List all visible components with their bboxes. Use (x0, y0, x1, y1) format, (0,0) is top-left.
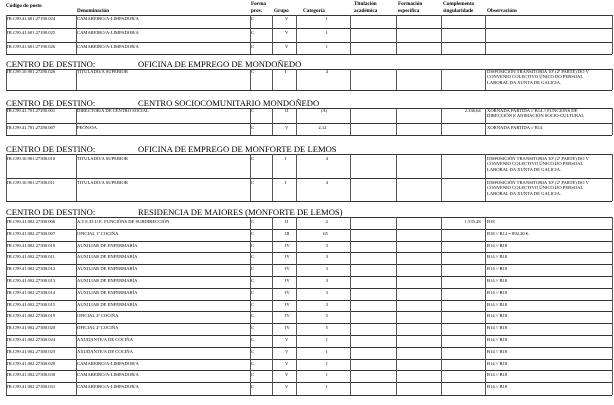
post-code: TR.C99.41.002.27300.014 (6, 289, 56, 295)
categoria: 1 (325, 360, 328, 366)
column-rule (612, 373, 613, 394)
row-rule (6, 135, 612, 136)
column-rule (272, 31, 273, 54)
forma-prov: C (251, 242, 255, 248)
post-name: PEÓN/OA (77, 125, 97, 130)
row-rule (6, 90, 612, 91)
post-code: TR.C99.41.002.27300.025 (6, 348, 56, 354)
column-rule (612, 157, 613, 201)
categoria: 1 (325, 384, 328, 390)
forma-prov: C (251, 384, 255, 390)
column-rule (296, 69, 297, 90)
column-rule (485, 157, 486, 201)
forma-prov: C (251, 254, 255, 260)
post-code: TR.C99.41.701.27290.007 (6, 125, 56, 130)
column-rule (76, 69, 77, 90)
post-name: DIRECTOR/A DE CENTRO SOCIAL (77, 108, 149, 113)
row-rule (6, 288, 612, 289)
column-rule (250, 31, 251, 54)
forma-prov: C (251, 266, 255, 272)
forma-prov: C (251, 108, 255, 113)
row-rule (6, 300, 612, 301)
column-rule (350, 31, 351, 54)
categoria: 1 (325, 348, 328, 354)
observacion-line: B18 // B12 = 892,20 €. (487, 230, 530, 236)
row-rule (6, 201, 612, 202)
section-label: CENTRO DE DESTINO: (6, 59, 96, 69)
forma-prov: C (251, 313, 255, 319)
post-name: AUXILIAR DE ENFERMARÍA (77, 242, 138, 248)
categoria: 65 (323, 230, 328, 236)
post-name: CAMAREIRO/A-LIMPADOR/A (77, 372, 139, 378)
forma-prov: C (251, 69, 255, 74)
header-denominacion: Denominación (77, 8, 109, 14)
column-rule (272, 157, 273, 201)
post-name: AUXILIAR DE ENFERMARÍA (77, 266, 138, 272)
section-label: CENTRO DE DESTINO: (6, 207, 96, 217)
categoria: 1 (325, 372, 328, 378)
observacion-line: B14 // B18 (487, 301, 508, 307)
header-formacion-line2: específica (398, 8, 420, 14)
grupo: IV (285, 289, 290, 295)
grupo: I (285, 156, 287, 161)
column-rule (350, 109, 351, 135)
post-code: TR.C99.41.002.27300.013 (6, 278, 56, 283)
column-rule (272, 373, 273, 394)
forma-prov: C (251, 372, 255, 378)
column-rule (612, 109, 613, 135)
post-code: TR.C99.41.601.27190.024 (6, 16, 56, 21)
forma-prov: C (251, 30, 255, 35)
column-rule (296, 31, 297, 54)
column-rule (250, 69, 251, 90)
grupo: V (285, 125, 289, 130)
column-rule (612, 31, 613, 54)
observacion-line: B14 // B18 (487, 384, 508, 390)
column-rule (612, 69, 613, 90)
column-rule (6, 31, 7, 54)
grupo: V (285, 360, 289, 366)
column-rule (76, 31, 77, 54)
categoria: 5 (325, 325, 328, 331)
post-name: TITULADO/A SUPERIOR (77, 180, 128, 185)
grupo: IV (285, 242, 290, 248)
column-rule (441, 373, 442, 394)
column-rule (350, 69, 351, 90)
categoria: 1 (325, 44, 328, 49)
categoria: 3 (325, 242, 328, 248)
column-rule (296, 373, 297, 394)
column-rule (6, 109, 7, 135)
observacion-line: CONVENIO COLECTIVO ÚNICO DO PERSOAL (487, 185, 584, 191)
header-complemento-line2: singularidade (443, 8, 474, 14)
observacion-line: DIRECCIÓN E ANIMACIÓN SOCIO-CULTURAL (487, 113, 585, 119)
post-code: TR.C99.10.901.27290.026 (6, 69, 56, 74)
row-rule (6, 347, 612, 348)
grupo: IV (285, 325, 290, 331)
column-rule (441, 69, 442, 90)
observacion-line: CONVENIO COLECTIVO ÚNICO DO PERSOAL (487, 74, 584, 80)
grupo: I (285, 69, 287, 74)
observacion-line: B18 (487, 219, 495, 224)
forma-prov: C (251, 219, 255, 224)
categoria: 5 (325, 313, 328, 319)
post-name: CAMAREIRO/A-LIMPADOR/A (77, 360, 139, 366)
observacion-line: LABORAL DA XUNTA DE GALICIA. (487, 166, 562, 172)
grupo: I (285, 180, 287, 185)
row-rule (6, 241, 612, 242)
row-rule (6, 154, 612, 155)
post-code: TR.C99.41.002.27300.006 (6, 219, 56, 224)
observacion-line: B14 // B18 (487, 242, 508, 248)
categoria: 3 (325, 266, 328, 272)
row-rule (6, 28, 612, 29)
post-name: AUXILIAR DE ENFERMARÍA (77, 278, 138, 283)
post-name: CAMAREIRO/A-LIMPADOR/A (77, 384, 139, 390)
row-rule (6, 395, 612, 396)
forma-prov: C (251, 278, 255, 283)
complemento: 1.535,28 (464, 219, 481, 224)
column-rule (396, 69, 397, 90)
header-forma: Forma (251, 1, 266, 7)
post-name: OFICIAL 2ª COCIÑA (77, 313, 119, 319)
section-title: OFICINA DE EMPREGO DE MONDOÑEDO (138, 59, 302, 69)
header-prov: prov. (251, 8, 263, 14)
column-rule (485, 31, 486, 54)
post-code: TR.C99.41.002.27300.030 (6, 372, 56, 378)
column-rule (76, 373, 77, 394)
section-label: CENTRO DE DESTINO: (6, 144, 96, 154)
grupo: IV (285, 266, 290, 272)
observacion-line: LABORAL DA XUNTA DE GALICIA. (487, 190, 562, 196)
section-title: CENTRO SOCIOCOMUNITARIO MONDOÑEDO (138, 98, 320, 108)
post-code: TR.C99.41.002.27300.015 (6, 301, 56, 307)
grupo: III (285, 230, 290, 236)
column-rule (396, 109, 397, 135)
column-rule (350, 373, 351, 394)
row-rule (6, 264, 612, 265)
categoria: 2,12 (318, 125, 327, 130)
row-rule (6, 311, 612, 312)
grupo: II (285, 219, 289, 224)
categoria: 1 (325, 16, 328, 21)
observacion-line: B14 // B18 (487, 348, 508, 354)
column-rule (250, 157, 251, 201)
categoria: 2 (325, 219, 328, 224)
categoria: 3 (325, 254, 328, 260)
categoria: 4 (325, 180, 328, 185)
post-name: A.T.S./D.U.E. FUNCIÓNS DE SUBDIRECCIÓN (77, 219, 170, 224)
categoria: (A) (320, 108, 328, 113)
header-titulacion-line1: Titulación (354, 1, 377, 7)
post-code: TR.C99.41.002.27300.012 (6, 266, 56, 272)
forma-prov: C (251, 348, 255, 354)
grupo: IV (285, 313, 290, 319)
observacion-line: B14 // B18 (487, 278, 508, 283)
row-rule (6, 217, 612, 218)
column-rule (272, 109, 273, 135)
section-title: OFICINA DE EMPREGO DE MONFORTE DE LEMOS (138, 144, 337, 154)
row-rule (6, 42, 612, 43)
grupo: V (285, 30, 289, 35)
categoria: 1 (325, 30, 328, 35)
column-rule (396, 31, 397, 54)
grupo: V (285, 348, 289, 354)
categoria: 3 (325, 289, 328, 295)
grupo: II (285, 108, 289, 113)
forma-prov: C (251, 301, 255, 307)
post-code: TR.C99.41.601.27190.025 (6, 30, 56, 35)
header-observaciones: Observacións (487, 8, 517, 14)
row-rule (6, 276, 612, 277)
categoria: 1 (325, 337, 328, 342)
post-name: CAMAREIRO/A-LIMPADOR/A (77, 16, 139, 21)
column-rule (485, 69, 486, 90)
post-name: AUXILIAR DE ENFERMARÍA (77, 289, 138, 295)
row-rule (6, 123, 612, 124)
column-rule (441, 157, 442, 201)
row-rule (6, 359, 612, 360)
observacion-line: B14 // B18 (487, 289, 508, 295)
column-rule (250, 109, 251, 135)
observacion-line: B14 // B18 (487, 325, 508, 331)
row-rule (6, 382, 612, 383)
row-rule (6, 323, 612, 324)
forma-prov: C (251, 44, 255, 49)
post-name: TITULADO/A SUPERIOR (77, 156, 128, 161)
categoria: 4 (325, 156, 328, 161)
forma-prov: C (251, 125, 255, 130)
grupo: IV (285, 301, 290, 307)
column-rule (441, 109, 442, 135)
grupo: V (285, 384, 289, 390)
post-name: AUXILIAR DE ENFERMARÍA (77, 254, 138, 260)
grupo: V (285, 44, 289, 49)
observacion-line: B14 // B18 (487, 266, 508, 272)
row-rule (6, 252, 612, 253)
post-code: TR.C99.10.901.27300.011 (6, 180, 55, 185)
observacion-line: B14 // B18 (487, 254, 508, 260)
post-code: TR.C99.41.002.27300.020 (6, 325, 56, 331)
row-rule (6, 335, 612, 336)
forma-prov: C (251, 230, 255, 236)
post-name: OFICIAL 2ª COCIÑA (77, 325, 119, 331)
post-name: TITULADO/A SUPERIOR (77, 69, 128, 74)
forma-prov: C (251, 360, 255, 366)
column-rule (396, 157, 397, 201)
header-grupo: Grupo (274, 8, 289, 14)
post-code: TR.C99.41.002.27300.019 (6, 313, 56, 319)
categoria: 3 (325, 278, 328, 283)
column-rule (441, 31, 442, 54)
header-complemento-line1: Complemento (443, 1, 475, 7)
post-code: TR.C99.41.002.27300.007 (6, 230, 56, 236)
row-rule (6, 370, 612, 371)
column-rule (76, 157, 77, 201)
grupo: IV (285, 254, 290, 260)
observacion-line: XORNADA PARTIDA // B14 // FUNCIÓNS DE (487, 108, 578, 113)
header-codigo: Código do posto (6, 3, 42, 9)
column-rule (6, 69, 7, 90)
header-titulacion-line2: académica (354, 8, 378, 14)
post-code: TR.C99.10.901.27300.010 (6, 156, 56, 161)
post-code: TR.C99.41.601.27190.026 (6, 44, 56, 49)
observacion-line: XORNADA PARTIDA // B14 (487, 125, 543, 130)
header-categoria: Categoría (303, 8, 325, 14)
observacion-line: B14 // B18 (487, 313, 508, 319)
column-rule (76, 109, 77, 135)
forma-prov: C (251, 180, 255, 185)
column-rule (350, 157, 351, 201)
forma-prov: C (251, 289, 255, 295)
observacion-line: DISPOSICIÓN TRANSITORIA 10ª (2ª PARTE) DO V (487, 156, 589, 161)
observacion-line: CONVENIO COLECTIVO ÚNICO DO PERSOAL (487, 161, 584, 167)
post-code: TR.C99.41.002.27300.031 (6, 384, 56, 390)
forma-prov: C (251, 16, 255, 21)
row-rule (6, 54, 612, 55)
column-rule (485, 109, 486, 135)
grupo: V (285, 337, 289, 342)
post-name: CAMAREIRO/A-LIMPADOR/A (77, 44, 139, 49)
post-code: TR.C99.41.002.27300.010 (6, 242, 56, 248)
observacion-line: B14 // B18 (487, 360, 508, 366)
grupo: V (285, 372, 289, 378)
grupo: IV (285, 278, 290, 283)
column-rule (6, 157, 7, 201)
observacion-line: B14 // B18 (487, 337, 508, 342)
post-code: TR.C99.41.701.27290.001 (6, 108, 56, 113)
post-name: AUXILIAR DE ENFERMARÍA (77, 301, 138, 307)
post-name: AXUDANTE/A DE COCIÑA (77, 337, 133, 342)
header-formacion-line1: Formación (398, 1, 423, 7)
post-name: OFICIAL 1ª COCIÑA (77, 230, 119, 236)
categoria: 3 (325, 301, 328, 307)
column-rule (396, 373, 397, 394)
complemento: 2.336,64 (464, 108, 481, 113)
column-rule (485, 373, 486, 394)
post-code: TR.C99.41.002.27300.024 (6, 337, 56, 342)
row-rule (6, 178, 612, 179)
categoria: 4 (325, 69, 328, 74)
post-name: AXUDANTE/A DE COCIÑA (77, 348, 133, 354)
section-title: RESIDENCIA DE MAIORES (MONFORTE DE LEMOS) (138, 207, 343, 217)
observacion-line: B14 // B18 (487, 372, 508, 378)
row-rule (6, 229, 612, 230)
observacion-line: DISPOSICIÓN TRANSITORIA 10ª (2ª PARTE) DO V (487, 180, 589, 185)
grupo: V (285, 16, 289, 21)
column-rule (296, 157, 297, 201)
forma-prov: C (251, 337, 255, 342)
observacion-line: LABORAL DA XUNTA DE GALICIA. (487, 79, 562, 85)
observacion-line: DISPOSICIÓN TRANSITORIA 10ª (2ª PARTE) DO V (487, 69, 589, 74)
post-code: TR.C99.41.002.27300.011 (6, 254, 55, 260)
column-rule (296, 109, 297, 135)
post-name: CAMAREIRO/A-LIMPADOR/A (77, 30, 139, 35)
post-code: TR.C99.41.002.27300.029 (6, 360, 56, 366)
column-rule (6, 373, 7, 394)
section-label: CENTRO DE DESTINO: (6, 98, 96, 108)
column-rule (250, 373, 251, 394)
forma-prov: C (251, 325, 255, 331)
column-rule (272, 69, 273, 90)
forma-prov: C (251, 156, 255, 161)
